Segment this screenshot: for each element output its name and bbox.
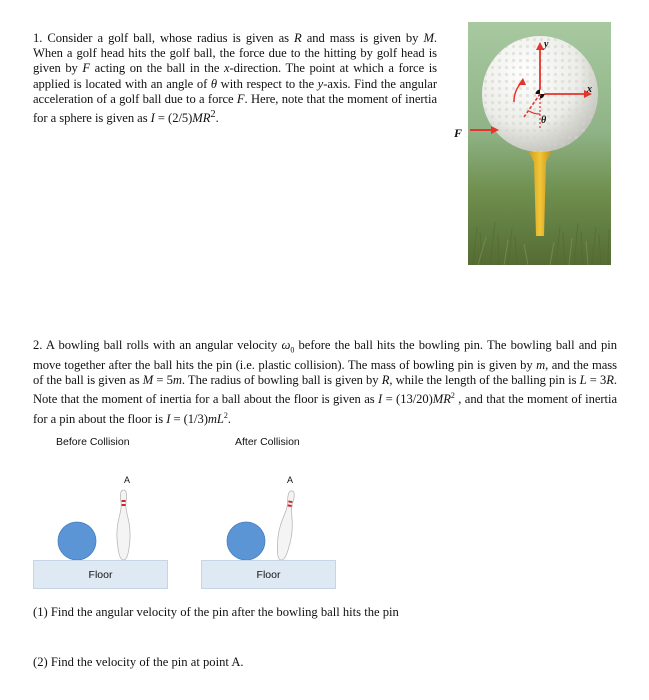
floor-before	[33, 560, 168, 589]
bowling-pin-tilted	[274, 490, 298, 561]
point-a-label: A	[287, 475, 294, 485]
after-collision-label: After Collision	[235, 436, 300, 448]
force-label: F	[454, 126, 463, 140]
bowling-pin	[117, 490, 130, 560]
x-axis-label: x	[587, 84, 592, 95]
floor-label: Floor	[88, 569, 113, 581]
question-2-text: 2. A bowling ball rolls with an angular velocity $\omega_0$ before the ball hits the bowling pin. The bowling ball and pin move together after the ball hits the pin (i.e. plastic collision). The mass of bowling pin is given by m, and the mass of the ball is given as M = 5m. The radius of bowling ball is given by R, while the length of the balling pin is L = 3R. Note that the moment of inertia for a ball about the floor is given as $I = (13/20)MR^2$ , and that the moment of inertia for a pin about the floor is $I = (1/3)mL^2$.	[33, 338, 618, 426]
y-axis-label: y	[544, 39, 549, 50]
before-collision-label: Before Collision	[56, 436, 130, 448]
point-a-label: A	[124, 475, 131, 485]
golf-ball-photo	[468, 22, 611, 265]
bowling-ball	[227, 522, 265, 560]
floor-after	[201, 560, 336, 589]
question-1-text: 1. Consider a golf ball, whose radius is given as R and mass is given by M. When a golf head hits the golf ball, the force due to the hitting by golf head is given by F acting on the ball in the x-direction. The point at which a force is applied is located with an angle of θ with respect to the y-axis. Find the angular acceleration of a golf ball due to a force F. Here, note that the moment of inertia for a sphere is given as $I = (2/5)MR^2$.	[33, 31, 437, 126]
before-collision-diagram	[33, 470, 173, 562]
theta-label: θ	[541, 115, 547, 126]
subquestion-2: (2) Find the velocity of the pin at point A.	[33, 655, 244, 669]
bowling-ball	[58, 522, 96, 560]
after-collision-diagram	[201, 470, 341, 562]
floor-label: Floor	[256, 569, 281, 581]
subquestion-1: (1) Find the angular velocity of the pin after the bowling ball hits the pin	[33, 605, 399, 619]
